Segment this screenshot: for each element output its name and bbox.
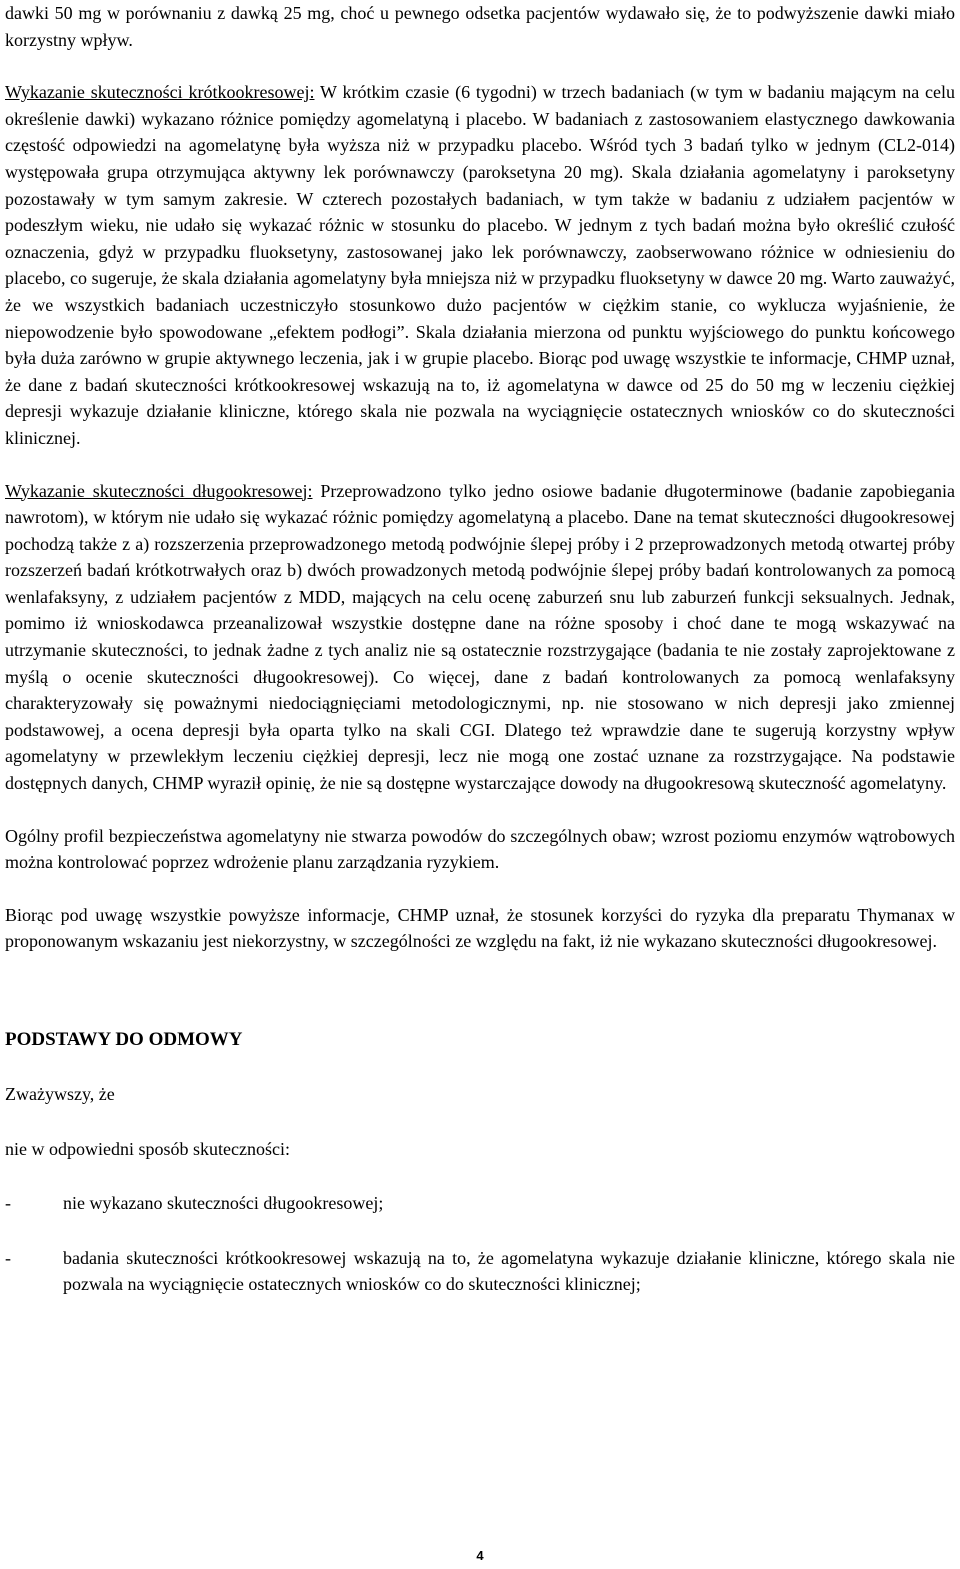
- conclusion-paragraph: Biorąc pod uwagę wszystkie powyższe informacje, CHMP uznał, że stosunek korzyści do ryzyka dla preparatu Thymanax w proponowanym wskazaniu jest niekorzystny, w szczególności ze względu na fakt, iż nie wykazano skuteczności długookresowej.: [5, 904, 955, 952]
- refusal-grounds-heading: PODSTAWY DO ODMOWY: [5, 1029, 243, 1050]
- whereas-text: Zważywszy, że: [5, 1084, 115, 1104]
- short-term-efficacy-text: W krótkim czasie (6 tygodni) w trzech badaniach (w tym w badaniu mającym na celu określenie dawki) wykazano różnice pomiędzy agomelatyną i placebo. W badaniach z zastosowaniem elastycznego dawkowania częstość odpowiedzi na agomelatynę była wyższa niż w przypadku placebo. Wśród tych 3 badań tylko w jednym (CL2-014) występowała grupa otrzymująca aktywny lek porównawczy (paroksetyna 20 mg). Skala działania agomelatyny i paroksetyny pozostawały w tym samym zakresie. W czterech pozostałych badaniach, w tym także w badaniu z udziałem pacjentów w podeszłym wieku, nie udało się wykazać różnic w stosunku do placebo. W jednym z tych badań można było określić czułość oznaczenia, gdyż w przypadku fluoksetyny, zastosowanej jako lek porównawczy, zaobserwowano różnice w odniesieniu do placebo, co sugeruje, że skala działania agomelatyny była mniejsza niż w przypadku fluoksetyny w dawce 20 mg. Warto zauważyć, że we wszystkich badaniach uczestniczyło stosunkowo dużo pacjentów w ciężkim stanie, co wyklucza wyjaśnienie, że niepowodzenie było spowodowane „efektem podłogi”. Skala działania mierzona od punktu wyjściowego do punktu końcowego była duża zarówno w grupie aktywnego leczenia, jak i w grupie placebo. Biorąc pod uwagę wszystkie te informacje, CHMP uznał, że dane z badań skuteczności krótkookresowej wskazują na to, iż agomelatyna w dawce od 25 do 50 mg w leczeniu ciężkiej depresji wykazuje działanie kliniczne, którego skala nie pozwala na wyciągnięcie ostatecznych wniosków co do skuteczności klinicznej.: [5, 82, 955, 448]
- long-term-efficacy-heading: Wykazanie skuteczności długookresowej:: [5, 480, 313, 501]
- refusal-reason-item: [5, 1190, 955, 1217]
- safety-paragraph: Ogólny profil bezpieczeństwa agomelatyny nie stwarza powodów do szczególnych obaw; wzrost poziomu enzymów wątrobowych można kontrolować poprzez wdrożenie planu zarządzania ryzykiem.: [5, 825, 955, 873]
- intro-paragraph: dawki 50 mg w porównaniu z dawką 25 mg, choć u pewnego odsetka pacjentów wydawało się, że to podwyższenie dawki miało korzystny wpływ.: [5, 3, 955, 50]
- dash-bullet: -: [5, 1193, 11, 1214]
- long-term-efficacy-paragraph: [5, 478, 955, 797]
- short-term-efficacy-paragraph: [5, 79, 955, 451]
- refusal-reasons-list: [5, 1190, 955, 1298]
- short-term-efficacy-heading: Wykazanie skuteczności krótkookresowej:: [5, 82, 315, 103]
- document-page: [5, 0, 955, 1298]
- long-term-efficacy-text: Przeprowadzono tylko jedno osiowe badanie długoterminowe (badanie zapobiegania nawrotom), w którym nie udało się wykazać różnic pomiędzy agomelatyną a placebo. Dane na temat skuteczności długookresowej pochodzą także z a) rozszerzenia przeprowadzonego metodą podwójnie ślepej próby i 2 przeprowadzonych metodą otwartej próby rozszerzeń badań krótkotrwałych oraz b) dwóch prowadzonych metodą podwójnie ślepej próby badań kontrolowanych za pomocą wenlafaksyny, z udziałem pacjentów z MDD, mających na celu ocenę zaburzeń snu lub zaburzeń funkcji seksualnych. Jednak, pomimo iż wnioskodawca przeanalizował wszystkie dostępne dane na różne sposoby i choć dane te mogą wskazywać na utrzymanie skuteczności, to jednak żadne z tych analiz nie są ostatecznie rozstrzygające (badania te nie zostały zaprojektowane z myślą o ocenie skuteczności długookresowej). Co więcej, dane z badań kontrolowanych za pomocą wenlafaksyny charakteryzowały się poważnymi niedociągnięciami metodologicznymi, np. nie stosowano w nich depresji jako zmiennej podstawowej, a ocena depresji była oparta tylko na skali CGI. Dlatego też wprawdzie dane te sugerują korzystny wpływ agomelatyny w przewlekłym leczeniu ciężkiej depresji, lecz nie mogą one zostać uznane za rozstrzygające. Na podstawie dostępnych danych, CHMP wyraził opinię, że nie są dostępne wystarczające dowody na długookresową skuteczność agomelatyny.: [5, 480, 955, 794]
- refusal-reason-text: badania skuteczności krótkookresowej wskazują na to, że agomelatyna wykazuje działanie kliniczne, którego skala nie pozwala na wyciągnięcie ostatecznych wniosków co do skuteczności klinicznej;: [63, 1247, 955, 1295]
- refusal-reason-text: nie wykazano skuteczności długookresowej;: [63, 1193, 384, 1214]
- dash-bullet: -: [5, 1247, 11, 1268]
- refusal-intro-text: nie w odpowiedni sposób skuteczności:: [5, 1138, 290, 1159]
- page-number: 4: [476, 1548, 484, 1563]
- refusal-reason-item: [5, 1245, 955, 1298]
